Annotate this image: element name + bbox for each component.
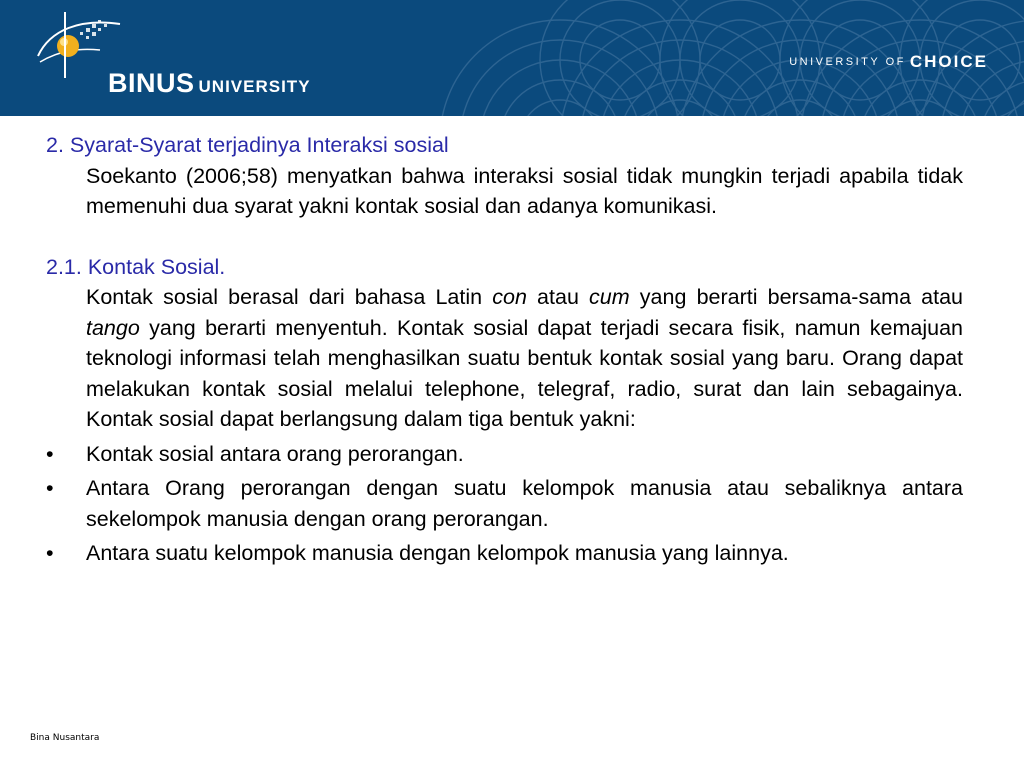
bullet-item — [46, 439, 963, 470]
text-segment: yang berarti menyentuh. Kontak sosial dapat terjadi secara fisik, namun kemajuan teknologi informasi telah menghasilkan suatu bentuk kontak sosial yang baru. Orang dapat melakukan kontak sosial melalui telephone, telegraf, radio, surat dan lain sebagainya. Kontak sosial dapat berlangsung dalam tiga bentuk yakni: — [86, 315, 963, 431]
paragraph-soekanto: Soekanto (2006;58) menyatkan bahwa interaksi sosial tidak mungkin terjadi apabila tidak memenuhi dua syarat yakni kontak sosial dan adanya komunikasi. — [86, 163, 963, 218]
tagline-big: CHOICE — [909, 52, 988, 71]
bullet-text: Antara Orang perorangan dengan suatu kelompok manusia atau sebaliknya antara sekelompok manusia dengan orang perorangan. — [86, 476, 963, 531]
logo-wordmark — [108, 68, 311, 99]
bullet-mark: • — [46, 541, 54, 565]
italic-tango: tango — [86, 315, 140, 340]
bullet-item — [46, 473, 963, 534]
bullet-item — [46, 538, 963, 569]
tagline — [789, 52, 988, 72]
header-band — [0, 0, 1024, 116]
bullet-mark: • — [46, 476, 54, 500]
bullet-text: Kontak sosial antara orang perorangan. — [86, 441, 464, 466]
tagline-small: UNIVERSITY OF — [789, 56, 906, 68]
text-segment: Kontak sosial berasal dari bahasa Latin — [86, 285, 493, 309]
text-segment: atau — [526, 285, 590, 309]
logo-suffix: UNIVERSITY — [198, 77, 311, 96]
spacer — [46, 222, 963, 252]
paragraph-kontak — [86, 282, 963, 435]
binus-logo — [30, 10, 310, 100]
heading-syarat: 2. Syarat-Syarat terjadinya Interaksi sosial — [46, 133, 449, 157]
logo-name: BINUS — [108, 68, 195, 98]
footer-text: Bina Nusantara — [30, 733, 100, 743]
text-segment: yang berarti bersama-sama atau — [629, 285, 964, 309]
italic-cum: cum — [589, 285, 630, 309]
heading-kontak-sosial: 2.1. Kontak Sosial. — [46, 254, 226, 279]
italic-con: con — [492, 285, 527, 309]
bullet-mark: • — [46, 441, 54, 466]
slide-body — [46, 130, 963, 569]
bullet-text: Antara suatu kelompok manusia dengan kelompok manusia yang lainnya. — [86, 541, 789, 565]
